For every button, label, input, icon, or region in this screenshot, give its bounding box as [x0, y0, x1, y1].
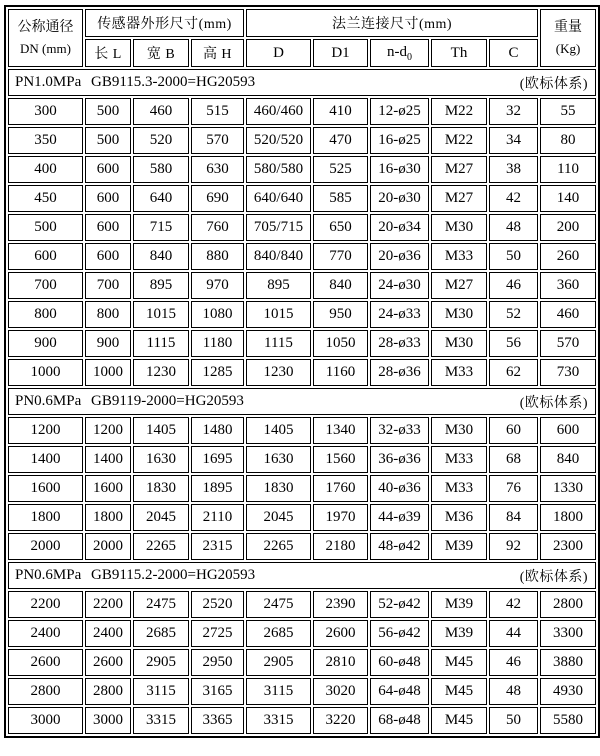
- width-b-cell: 2045: [133, 504, 189, 531]
- height-h-cell: 760: [191, 214, 244, 241]
- length-l-cell: 1600: [85, 475, 131, 502]
- width-b-cell: 1630: [133, 446, 189, 473]
- dn-cell: 1800: [8, 504, 83, 531]
- length-l-cell: 2800: [85, 678, 131, 705]
- d1-cell: 3220: [313, 707, 368, 734]
- n-d0-cell: 12-ø25: [370, 98, 429, 125]
- c-cell: 38: [489, 156, 538, 183]
- th-cell: M22: [431, 98, 487, 125]
- height-h-cell: 1695: [191, 446, 244, 473]
- dn-cell: 450: [8, 185, 83, 212]
- d1-cell: 1760: [313, 475, 368, 502]
- section-header-inner: [9, 73, 595, 93]
- c-cell: 44: [489, 620, 538, 647]
- table-row: [8, 185, 596, 212]
- dn-cell: 2000: [8, 533, 83, 560]
- n-d0-cell: 24-ø30: [370, 272, 429, 299]
- column-header-width-b: 宽 B: [133, 39, 189, 67]
- height-h-cell: 2950: [191, 649, 244, 676]
- d1-cell: 2390: [313, 591, 368, 618]
- c-cell: 46: [489, 272, 538, 299]
- height-h-cell: 2110: [191, 504, 244, 531]
- c-cell: 56: [489, 330, 538, 357]
- height-h-cell: 3165: [191, 678, 244, 705]
- length-l-cell: 800: [85, 301, 131, 328]
- n-d0-cell: 28-ø33: [370, 330, 429, 357]
- table-row: [8, 591, 596, 618]
- dn-cell: 400: [8, 156, 83, 183]
- dn-cell: 1200: [8, 417, 83, 444]
- c-cell: 50: [489, 243, 538, 270]
- column-header-height-h: 高 H: [191, 39, 244, 67]
- height-h-cell: 1080: [191, 301, 244, 328]
- th-cell: M45: [431, 707, 487, 734]
- th-cell: M33: [431, 446, 487, 473]
- length-l-cell: 600: [85, 214, 131, 241]
- dn-cell: 1600: [8, 475, 83, 502]
- width-b-cell: 3315: [133, 707, 189, 734]
- dn-cell: 1000: [8, 359, 83, 386]
- weight-cell: 4930: [540, 678, 596, 705]
- c-cell: 32: [489, 98, 538, 125]
- d-cell: 1630: [246, 446, 311, 473]
- d1-cell: 1560: [313, 446, 368, 473]
- height-h-cell: 970: [191, 272, 244, 299]
- length-l-cell: 2200: [85, 591, 131, 618]
- weight-cell: 80: [540, 127, 596, 154]
- table-row: [8, 446, 596, 473]
- d-cell: 1830: [246, 475, 311, 502]
- table-body: [8, 69, 596, 734]
- width-b-cell: 1230: [133, 359, 189, 386]
- d1-cell: 2180: [313, 533, 368, 560]
- dn-cell: 3000: [8, 707, 83, 734]
- c-cell: 50: [489, 707, 538, 734]
- d-cell: 2685: [246, 620, 311, 647]
- d1-cell: 410: [313, 98, 368, 125]
- c-cell: 48: [489, 214, 538, 241]
- table-row: [8, 475, 596, 502]
- th-cell: M30: [431, 417, 487, 444]
- width-b-cell: 715: [133, 214, 189, 241]
- d1-cell: 2600: [313, 620, 368, 647]
- d-cell: 2475: [246, 591, 311, 618]
- width-b-cell: 520: [133, 127, 189, 154]
- d-cell: 1115: [246, 330, 311, 357]
- d-cell: 2905: [246, 649, 311, 676]
- c-cell: 42: [489, 591, 538, 618]
- n-d0-cell: 48-ø42: [370, 533, 429, 560]
- height-h-cell: 1895: [191, 475, 244, 502]
- d-cell: 460/460: [246, 98, 311, 125]
- th-cell: M30: [431, 301, 487, 328]
- length-l-cell: 2000: [85, 533, 131, 560]
- length-l-cell: 2600: [85, 649, 131, 676]
- c-cell: 48: [489, 678, 538, 705]
- height-h-cell: 1480: [191, 417, 244, 444]
- length-l-cell: 1000: [85, 359, 131, 386]
- section-note: (欧标体系): [519, 76, 589, 92]
- d-cell: 840/840: [246, 243, 311, 270]
- weight-cell: 140: [540, 185, 596, 212]
- n-d0-cell: 20-ø34: [370, 214, 429, 241]
- d1-cell: 950: [313, 301, 368, 328]
- th-cell: M33: [431, 359, 487, 386]
- d-cell: 1230: [246, 359, 311, 386]
- section-header-row: [8, 388, 596, 415]
- height-h-cell: 3365: [191, 707, 244, 734]
- height-h-cell: 1285: [191, 359, 244, 386]
- dn-cell: 300: [8, 98, 83, 125]
- length-l-cell: 900: [85, 330, 131, 357]
- column-header-n-d0: [370, 39, 429, 67]
- c-cell: 62: [489, 359, 538, 386]
- c-cell: 76: [489, 475, 538, 502]
- height-h-cell: 630: [191, 156, 244, 183]
- d-cell: 580/580: [246, 156, 311, 183]
- th-cell: M22: [431, 127, 487, 154]
- weight-cell: 1800: [540, 504, 596, 531]
- dn-label-line1: 公称通径: [17, 20, 74, 36]
- table-row: [8, 330, 596, 357]
- n-d0-cell: 20-ø36: [370, 243, 429, 270]
- column-header-th: Th: [431, 39, 487, 67]
- n-d0-cell: 24-ø33: [370, 301, 429, 328]
- dn-cell: 350: [8, 127, 83, 154]
- weight-cell: 460: [540, 301, 596, 328]
- section-standard: GB9115.3-2000=HG20593: [91, 74, 256, 90]
- section-pn-rating: PN1.0MPa: [15, 74, 82, 90]
- section-header-cell: [8, 388, 596, 415]
- height-h-cell: 2520: [191, 591, 244, 618]
- dn-cell: 700: [8, 272, 83, 299]
- n-d0-cell: 44-ø39: [370, 504, 429, 531]
- column-header-weight: [540, 9, 596, 67]
- length-l-cell: 700: [85, 272, 131, 299]
- d-cell: 895: [246, 272, 311, 299]
- n-d0-cell: 68-ø48: [370, 707, 429, 734]
- d-cell: 1015: [246, 301, 311, 328]
- dn-cell: 2400: [8, 620, 83, 647]
- column-header-dn: [8, 9, 83, 67]
- c-cell: 84: [489, 504, 538, 531]
- height-h-cell: 2725: [191, 620, 244, 647]
- table-row: [8, 127, 596, 154]
- n-d0-cell: 16-ø25: [370, 127, 429, 154]
- dn-cell: 2800: [8, 678, 83, 705]
- height-h-cell: 880: [191, 243, 244, 270]
- weight-cell: 2800: [540, 591, 596, 618]
- n-d0-cell: 56-ø42: [370, 620, 429, 647]
- width-b-cell: 1830: [133, 475, 189, 502]
- d1-cell: 1340: [313, 417, 368, 444]
- d-cell: 2265: [246, 533, 311, 560]
- width-b-cell: 2905: [133, 649, 189, 676]
- d1-cell: 1970: [313, 504, 368, 531]
- column-group-flange-dimensions: 法兰连接尺寸(mm): [246, 9, 538, 37]
- width-b-cell: 640: [133, 185, 189, 212]
- weight-cell: 55: [540, 98, 596, 125]
- weight-cell: 110: [540, 156, 596, 183]
- table-row: [8, 301, 596, 328]
- dn-cell: 600: [8, 243, 83, 270]
- c-cell: 60: [489, 417, 538, 444]
- weight-cell: 1330: [540, 475, 596, 502]
- table-row: [8, 417, 596, 444]
- height-h-cell: 515: [191, 98, 244, 125]
- th-cell: M27: [431, 272, 487, 299]
- th-cell: M39: [431, 591, 487, 618]
- table-row: [8, 504, 596, 531]
- n-d0-cell: 16-ø30: [370, 156, 429, 183]
- th-cell: M36: [431, 504, 487, 531]
- weight-cell: 3300: [540, 620, 596, 647]
- section-header-row: [8, 69, 596, 96]
- n-d0-cell: 36-ø36: [370, 446, 429, 473]
- table-row: [8, 678, 596, 705]
- table-row: [8, 156, 596, 183]
- th-cell: M39: [431, 620, 487, 647]
- weight-label-line2: (Kg): [555, 40, 581, 56]
- th-cell: M30: [431, 330, 487, 357]
- column-header-c: C: [489, 39, 538, 67]
- width-b-cell: 840: [133, 243, 189, 270]
- column-header-d1: D1: [313, 39, 368, 67]
- section-note: (欧标体系): [519, 395, 589, 411]
- th-cell: M33: [431, 475, 487, 502]
- length-l-cell: 3000: [85, 707, 131, 734]
- d-cell: 520/520: [246, 127, 311, 154]
- c-cell: 92: [489, 533, 538, 560]
- length-l-cell: 1400: [85, 446, 131, 473]
- length-l-cell: 600: [85, 156, 131, 183]
- section-standard: GB9115.2-2000=HG20593: [91, 567, 256, 583]
- weight-cell: 730: [540, 359, 596, 386]
- n-d0-cell: 52-ø42: [370, 591, 429, 618]
- d1-cell: 2810: [313, 649, 368, 676]
- d-cell: 705/715: [246, 214, 311, 241]
- width-b-cell: 2685: [133, 620, 189, 647]
- length-l-cell: 500: [85, 127, 131, 154]
- section-header-inner: [9, 566, 595, 586]
- d1-cell: 470: [313, 127, 368, 154]
- table-header: [8, 9, 596, 67]
- width-b-cell: 1015: [133, 301, 189, 328]
- d-cell: 1405: [246, 417, 311, 444]
- d1-cell: 525: [313, 156, 368, 183]
- n-d0-cell: 40-ø36: [370, 475, 429, 502]
- table-row: [8, 649, 596, 676]
- section-note: (欧标体系): [519, 569, 589, 585]
- weight-cell: 3880: [540, 649, 596, 676]
- n-d0-main: n-d: [387, 43, 407, 60]
- section-pn-rating: PN0.6MPa: [15, 567, 82, 583]
- dn-cell: 2600: [8, 649, 83, 676]
- weight-cell: 840: [540, 446, 596, 473]
- d-cell: 3315: [246, 707, 311, 734]
- table-row: [8, 359, 596, 386]
- n-d0-cell: 20-ø30: [370, 185, 429, 212]
- length-l-cell: 600: [85, 185, 131, 212]
- flange-spec-table: [4, 5, 600, 738]
- d1-cell: 1050: [313, 330, 368, 357]
- section-header-cell: [8, 69, 596, 96]
- d1-cell: 585: [313, 185, 368, 212]
- th-cell: M27: [431, 185, 487, 212]
- dn-cell: 500: [8, 214, 83, 241]
- th-cell: M45: [431, 678, 487, 705]
- dn-cell: 1400: [8, 446, 83, 473]
- table-row: [8, 620, 596, 647]
- c-cell: 34: [489, 127, 538, 154]
- weight-cell: 360: [540, 272, 596, 299]
- dn-cell: 2200: [8, 591, 83, 618]
- table-row: [8, 707, 596, 734]
- n-d0-cell: 64-ø48: [370, 678, 429, 705]
- length-l-cell: 2400: [85, 620, 131, 647]
- width-b-cell: 460: [133, 98, 189, 125]
- section-header-row: [8, 562, 596, 589]
- length-l-cell: 1200: [85, 417, 131, 444]
- th-cell: M30: [431, 214, 487, 241]
- th-cell: M27: [431, 156, 487, 183]
- d1-cell: 3020: [313, 678, 368, 705]
- section-standard: GB9119-2000=HG20593: [91, 393, 244, 409]
- length-l-cell: 1800: [85, 504, 131, 531]
- c-cell: 46: [489, 649, 538, 676]
- n-d0-cell: 28-ø36: [370, 359, 429, 386]
- table-row: [8, 214, 596, 241]
- weight-cell: 600: [540, 417, 596, 444]
- d-cell: 3115: [246, 678, 311, 705]
- c-cell: 68: [489, 446, 538, 473]
- header-row-groups: [8, 9, 596, 37]
- weight-cell: 260: [540, 243, 596, 270]
- d1-cell: 840: [313, 272, 368, 299]
- column-header-d: D: [246, 39, 311, 67]
- c-cell: 52: [489, 301, 538, 328]
- weight-cell: 5580: [540, 707, 596, 734]
- table-row: [8, 98, 596, 125]
- height-h-cell: 1180: [191, 330, 244, 357]
- weight-cell: 200: [540, 214, 596, 241]
- table-row: [8, 533, 596, 560]
- table-row: [8, 272, 596, 299]
- section-header-inner: [9, 392, 595, 412]
- n-d0-cell: 60-ø48: [370, 649, 429, 676]
- length-l-cell: 600: [85, 243, 131, 270]
- d-cell: 640/640: [246, 185, 311, 212]
- length-l-cell: 500: [85, 98, 131, 125]
- table-row: [8, 243, 596, 270]
- d1-cell: 650: [313, 214, 368, 241]
- dn-cell: 900: [8, 330, 83, 357]
- dn-cell: 800: [8, 301, 83, 328]
- width-b-cell: 1405: [133, 417, 189, 444]
- header-row-columns: [8, 39, 596, 67]
- weight-cell: 2300: [540, 533, 596, 560]
- height-h-cell: 570: [191, 127, 244, 154]
- weight-cell: 570: [540, 330, 596, 357]
- width-b-cell: 1115: [133, 330, 189, 357]
- width-b-cell: 895: [133, 272, 189, 299]
- column-header-length-l: 长 L: [85, 39, 131, 67]
- section-header-cell: [8, 562, 596, 589]
- section-pn-rating: PN0.6MPa: [15, 393, 82, 409]
- th-cell: M39: [431, 533, 487, 560]
- d-cell: 2045: [246, 504, 311, 531]
- width-b-cell: 580: [133, 156, 189, 183]
- height-h-cell: 2315: [191, 533, 244, 560]
- d1-cell: 770: [313, 243, 368, 270]
- column-group-sensor-dimensions: 传感器外形尺寸(mm): [85, 9, 244, 37]
- th-cell: M33: [431, 243, 487, 270]
- dn-label-line2: DN (mm): [20, 40, 71, 56]
- weight-label-line1: 重量: [554, 20, 583, 36]
- width-b-cell: 2265: [133, 533, 189, 560]
- th-cell: M45: [431, 649, 487, 676]
- n-d0-cell: 32-ø33: [370, 417, 429, 444]
- width-b-cell: 3115: [133, 678, 189, 705]
- width-b-cell: 2475: [133, 591, 189, 618]
- height-h-cell: 690: [191, 185, 244, 212]
- d1-cell: 1160: [313, 359, 368, 386]
- n-d0-subscript: 0: [407, 51, 412, 63]
- c-cell: 42: [489, 185, 538, 212]
